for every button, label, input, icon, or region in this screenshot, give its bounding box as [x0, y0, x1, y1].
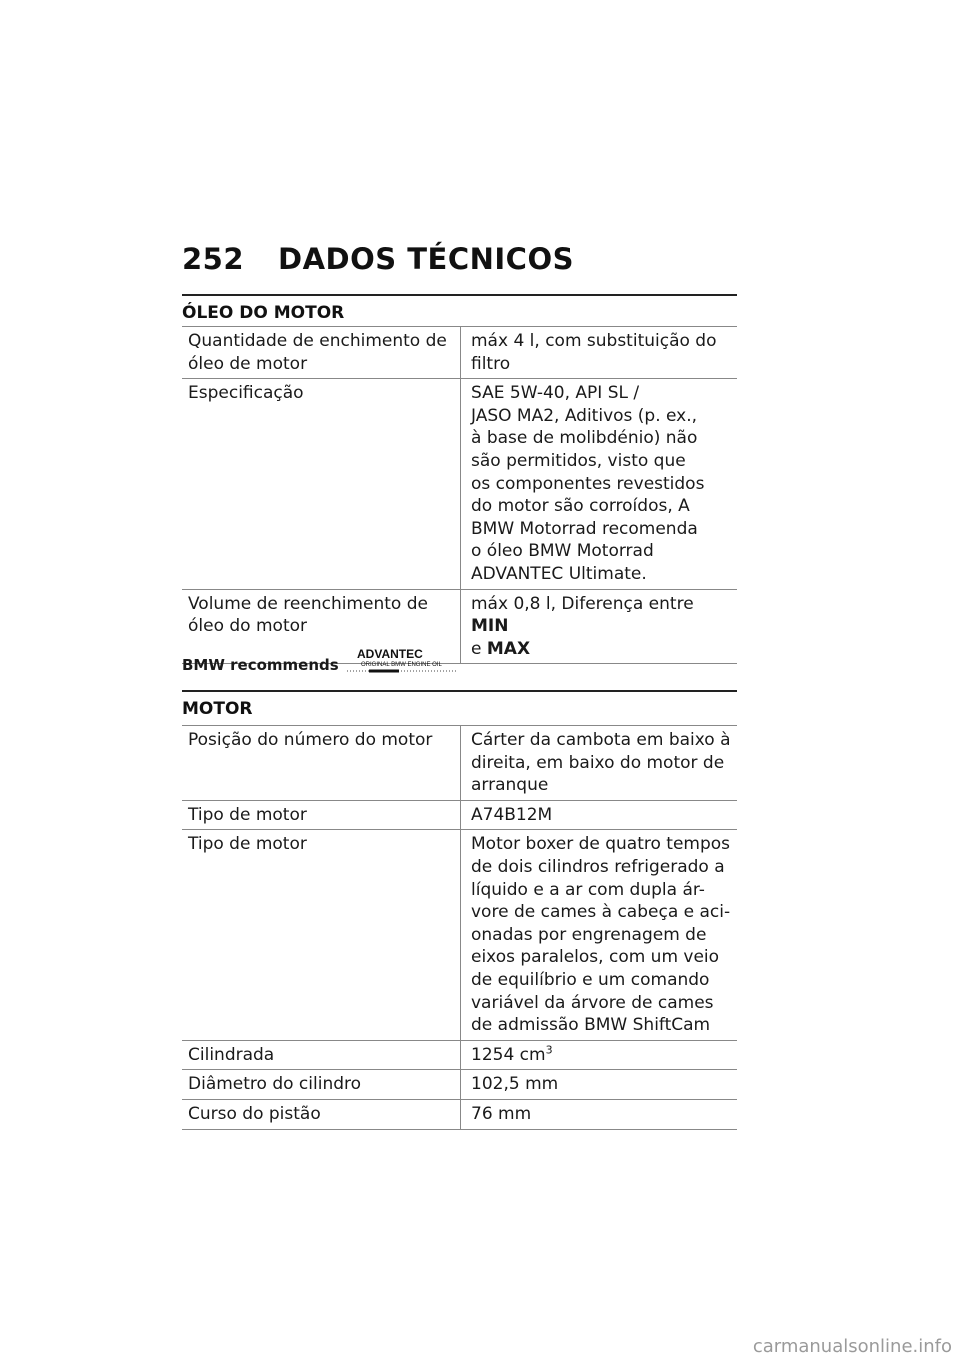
row-label: Tipo de motor — [182, 800, 461, 830]
row-value: máx 4 l, com substituição do filtro — [461, 327, 738, 379]
table-row — [182, 379, 737, 589]
watermark: carmanualsonline.info — [752, 1336, 952, 1357]
row-value: Cárter da cambota em baixo à direita, em baixo do motor de arranque — [461, 726, 738, 801]
table-row — [182, 1040, 737, 1070]
row-value — [461, 379, 738, 589]
oil-section — [182, 294, 737, 664]
table-row — [182, 1070, 737, 1100]
row-label: Curso do pistão — [182, 1099, 461, 1129]
row-value — [461, 589, 738, 664]
value-prefix: máx 0,8 l, Diferença entre — [471, 593, 694, 614]
table-row — [182, 800, 737, 830]
value-superscript: 3 — [545, 1043, 553, 1057]
logo-bottom-text: ORIGINAL BMW ENGINE OIL — [360, 662, 442, 668]
value-text: 1254 cm — [471, 1044, 546, 1065]
engine-section — [182, 690, 737, 1130]
row-label: Posição do número do motor — [182, 726, 461, 801]
table-row — [182, 830, 737, 1040]
row-label: Cilindrada — [182, 1040, 461, 1070]
page-number: 252 — [182, 242, 245, 276]
row-value-text: SAE 5W-40, API SL / JASO MA2, Aditivos (p. ex., à base de molibdénio) não são permitidos, visto que os componentes revestidos do motor são corroídos, A BMW Motorrad recomenda o óleo BMW Motorrad ADVANTEC Ultimate. — [471, 383, 705, 584]
engine-spec-table — [182, 725, 737, 1130]
page-header — [182, 242, 574, 276]
table-row — [182, 726, 737, 801]
table-row — [182, 327, 737, 379]
row-label: Tipo de motor — [182, 830, 461, 1040]
advantec-logo — [347, 646, 457, 674]
value-mid: e — [471, 638, 487, 659]
logo-top-text: ADVANTEC — [356, 647, 423, 661]
row-value — [461, 1040, 738, 1070]
recommends-text: BMW recommends — [182, 656, 339, 674]
bmw-recommends — [182, 644, 457, 674]
row-label: Especificação — [182, 379, 461, 589]
page-title: DADOS TÉCNICOS — [278, 242, 574, 276]
value-max: MAX — [486, 638, 531, 659]
row-value: 102,5 mm — [461, 1070, 738, 1100]
oil-spec-table — [182, 326, 737, 664]
value-min: MIN — [471, 616, 509, 637]
row-label: Volume de reenchimento de óleo do motor — [182, 589, 461, 664]
table-row — [182, 1099, 737, 1129]
row-value: 76 mm — [461, 1099, 738, 1129]
row-label: Quantidade de enchimento de óleo de motor — [182, 327, 461, 379]
row-value: Motor boxer de quatro tempos de dois cilindros refrigerado a líquido e a ar com dupla ár-vore de cames à cabeça e aci-onadas por engrenagem de eixos paralelos, com um veio de equilíbrio e um comando variável da árvore de cames de admissão BMW ShiftCam — [461, 830, 738, 1040]
section-title-oil: ÓLEO DO MOTOR — [182, 294, 737, 320]
row-label: Diâmetro do cilindro — [182, 1070, 461, 1100]
row-value: A74B12M — [461, 800, 738, 830]
section-title-engine: MOTOR — [182, 690, 737, 716]
